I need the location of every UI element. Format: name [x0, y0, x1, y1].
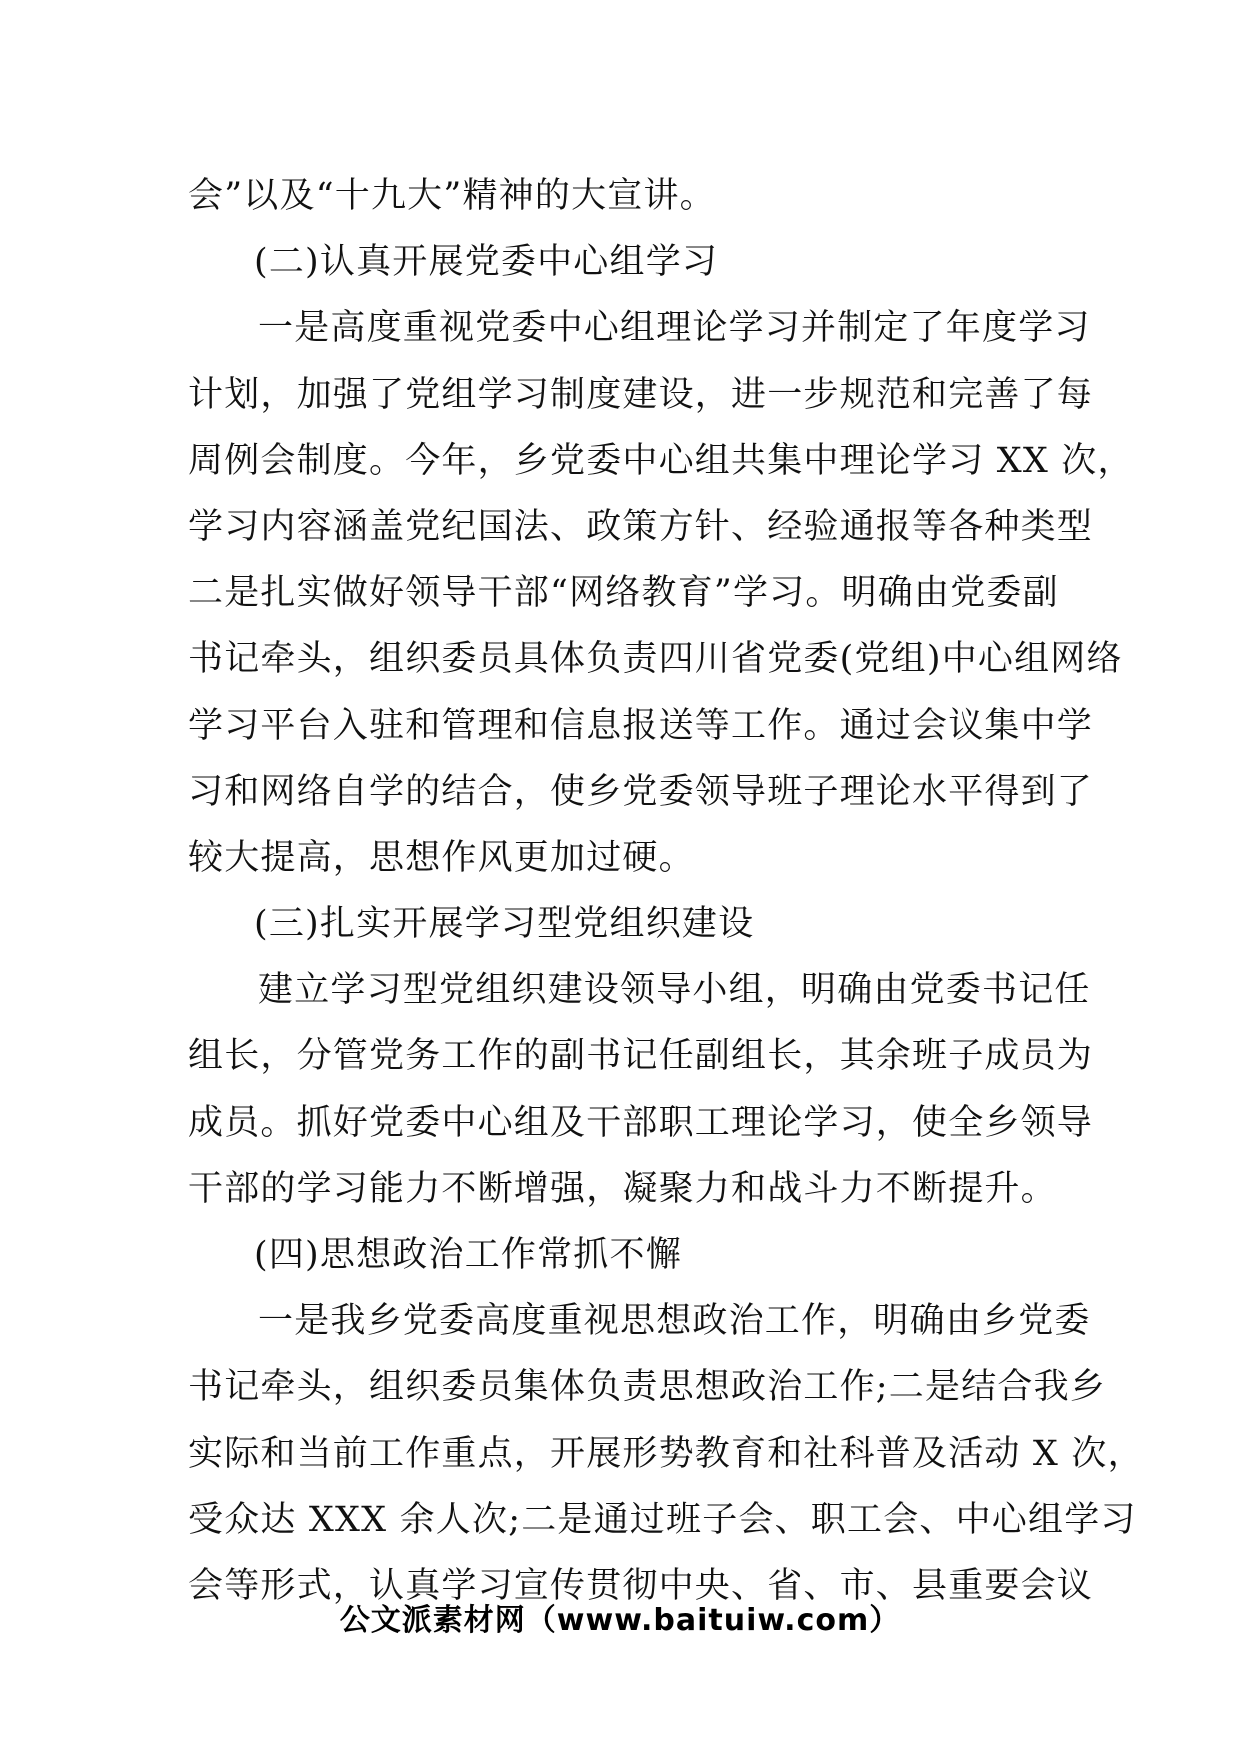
footer-watermark: 公文派素材网（www.baituiw.com） [339, 1603, 901, 1638]
text-line: 学习平台入驻和管理和信息报送等工作。通过会议集中学 [188, 705, 1094, 746]
text-line: 受众达 XXX 余人次;二是通过班子会、职工会、中心组学习 [188, 1499, 1137, 1540]
document-body [188, 163, 1144, 1619]
text-line: 一是我乡党委高度重视思想政治工作，明确由乡党委 [258, 1301, 1091, 1342]
section-heading-4: (四)思想政治工作常抓不懈 [254, 1235, 682, 1275]
text-line: 周例会制度。今年，乡党委中心组共集中理论学习 XX 次， [188, 440, 1134, 481]
text-line: 一是高度重视党委中心组理论学习并制定了年度学习 [258, 308, 1091, 349]
text-line: 二是扎实做好领导干部“网络教育”学习。明确由党委副 [188, 573, 1059, 614]
text-line: 习和网络自学的结合，使乡党委领导班子理论水平得到了 [188, 771, 1094, 812]
text-line: 学习内容涵盖党纪国法、政策方针、经验通报等各种类型 [188, 506, 1094, 547]
text-line: 书记牵头，组织委员具体负责四川省党委(党组)中心组网络 [188, 639, 1123, 680]
text-line: 实际和当前工作重点，开展形势教育和社科普及活动 X 次， [188, 1433, 1144, 1474]
text-line: 书记牵头，组织委员集体负责思想政治工作;二是结合我乡 [188, 1367, 1106, 1408]
text-line: 成员。抓好党委中心组及干部职工理论学习，使全乡领导 [188, 1102, 1094, 1143]
section-heading-3: (三)扎实开展学习型党组织建设 [254, 904, 755, 945]
text-line: 较大提高，思想作风更加过硬。 [188, 837, 695, 878]
text-line: 组长，分管党务工作的副书记任副组长，其余班子成员为 [188, 1036, 1094, 1077]
text-line: 干部的学习能力不断增强，凝聚力和战斗力不断提升。 [188, 1168, 1057, 1209]
text-line: 建立学习型党组织建设领导小组，明确由党委书记任 [258, 970, 1091, 1011]
text-line: 会等形式，认真学习宣传贯彻中央、省、市、县重要会议 [188, 1565, 1094, 1606]
text-line: 会”以及“十九大”精神的大宣讲。 [188, 176, 716, 216]
section-heading-2: (二)认真开展党委中心组学习 [254, 242, 719, 283]
text-line: 计划，加强了党组学习制度建设，进一步规范和完善了每 [188, 374, 1094, 415]
